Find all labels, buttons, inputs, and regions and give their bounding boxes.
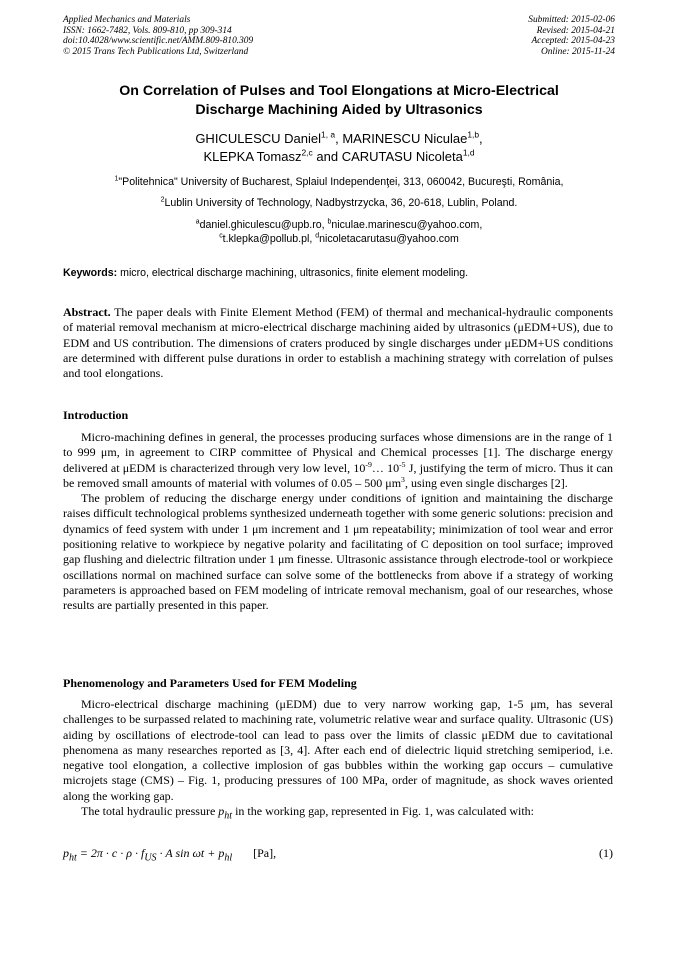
section-heading-phenomenology: Phenomenology and Parameters Used for FEM Modeling	[63, 676, 357, 690]
date-revised: Revised: 2015-04-21	[536, 25, 615, 36]
paragraph: Micro-machining defines in general, the processes producing surfaces whose dimensions are in the range of 1 to 999 μm, in agreement to CIRP committee of Physical and Chemical processes [1]. The discharge energy delivered at μEDM is characterized through very low level, $10^{-9}\dots$ $10^{-5}$ J, justifying the term of micro. Thus it can be removed small amounts of material with volumes of 0.05 – 500 $\mu m^3$, using even single discharges [2].	[63, 430, 614, 490]
equation-unit: [Pa],	[253, 846, 277, 860]
affiliation-2: $^2$Lublin University of Technology, Nadbystrzycka, 36, 20-618, Lublin, Poland.	[160, 196, 518, 209]
author-name: CARUTASU Nicoleta	[341, 149, 463, 164]
section-heading-introduction: Introduction	[63, 408, 129, 422]
introduction-body	[63, 430, 613, 614]
author-name: GHICULESCU Daniel	[195, 131, 322, 146]
publication-dates	[528, 15, 615, 57]
equation-1: $p_{ht} = 2\pi \cdot c \cdot \rho \cdot f_{US} \cdot A$ $\sin \omega t + p_{hl}$ [Pa], (1)	[63, 846, 613, 864]
journal-doi[interactable]: doi:10.4028/www.scientific.net/AMM.809-810.309	[63, 36, 254, 47]
author-name: MARINESCU Niculae	[342, 131, 468, 146]
journal-copyright: © 2015 Trans Tech Publications Ltd, Switzerland	[63, 46, 249, 57]
author-emails: $^a$daniel.ghiculescu@upb.ro, $^b$niculae.marinescu@yahoo.com, $^c$t.klepka@pollub.pl, $^d$nicoletacarutasu@yahoo.com	[195, 218, 483, 245]
affiliation-1: $^1$"Politehnica" University of Bucharest, Splaiul Independenţei, 313, 060042, Bucureşti, România,	[114, 175, 564, 188]
email-link[interactable]: nicoletacarutasu@yahoo.com	[319, 233, 459, 245]
journal-issn: ISSN: 1662-7482, Vols. 809-810, pp 309-314	[63, 25, 232, 36]
date-accepted: Accepted: 2015-04-23	[531, 36, 615, 47]
abstract-label: Abstract.	[63, 305, 111, 319]
email-link[interactable]: daniel.ghiculescu@upb.ro,	[199, 219, 325, 231]
keywords	[63, 267, 615, 279]
email-link[interactable]: niculae.marinescu@yahoo.com,	[331, 219, 483, 231]
equation-number: (1)	[599, 846, 613, 860]
paragraph: The problem of reducing the discharge energy under conditions of ignition and maintaining the discharge raises difficult technological problems synthesized underneath together with some generic solutions: precision and dynamics of feed system with under 1 μm increment and 1 μm repeatability; minimization of tool wear and error positioning relative to workpiece by negative polarity and facilitating of C deposition on tool surface; improved gap flushing and dielectric filtration under 1 μm finesse. Ultrasonic assistance through electrode-tool or workpiece oscillations normal on machined surface can solve some of the bottlenecks from above if a strategy of working parameters is approached based on FEM modeling of intricate removal mechanism, goal of our researches, whose results are partially presented in this paper.	[63, 491, 613, 613]
email-link[interactable]: t.klepka@pollub.pl,	[222, 233, 313, 245]
paragraph: Micro-electrical discharge machining (μEDM) due to very narrow working gap, 1-5 μm, has several challenges to be surpassed related to machining rate, volumetric relative wear and surface quality. Ultrasonic (US) aiding by oscillations of electrode-tool can lead to pass over the limits of classic μEDM due to cavitational phenomena as many researches reported as [3, 4]. After each end of dielectric liquid stretching semiperiod, i.e. negative tool elongation, a collective implosion of gas bubbles within the working gap occurs – cumulative microjets stage (CMS) – Fig. 1, producing pressures of 100 MPa, order of magnitude, as shock waves oriented along the working gap.	[63, 697, 613, 803]
journal-name: Applied Mechanics and Materials	[63, 15, 191, 25]
abstract-text: The paper deals with Finite Element Method (FEM) of thermal and mechanical-hydraulic components of material removal mechanism at micro-electrical discharge machining aided by ultrasonics (μEDM+US), due to EDM and US contribution. The dimensions of craters produced by single discharges under μEDM+US conditions are determined with different pulse durations in order to establish a machining strategy with correlation of pulses and tool elongations.	[63, 305, 613, 381]
journal-info	[63, 15, 253, 57]
author-list: GHICULESCU Daniel$^{1, a}$, MARINESCU Niculae$^{1,b}$, KLEPKA Tomasz$^{2,c}$ and CARUTASU Nicoleta$^{1,d}$	[195, 129, 483, 164]
paper-title: On Correlation of Pulses and Tool Elongations at Micro-Electrical Discharge Machining Aided by Ultrasonics	[119, 83, 559, 118]
keywords-text: micro, electrical discharge machining, ultrasonics, finite element modeling.	[120, 267, 469, 279]
author-name: KLEPKA Tomasz	[203, 149, 302, 164]
date-online: Online: 2015-11-24	[540, 46, 615, 57]
phenomenology-body	[63, 697, 613, 824]
keywords-label: Keywords:	[63, 267, 118, 279]
abstract	[63, 305, 613, 381]
paragraph: The total hydraulic pressure $p_{ht}$ in the working gap, represented in Fig. 1, was calculated with:	[81, 804, 534, 822]
date-submitted: Submitted: 2015-02-06	[528, 15, 615, 25]
